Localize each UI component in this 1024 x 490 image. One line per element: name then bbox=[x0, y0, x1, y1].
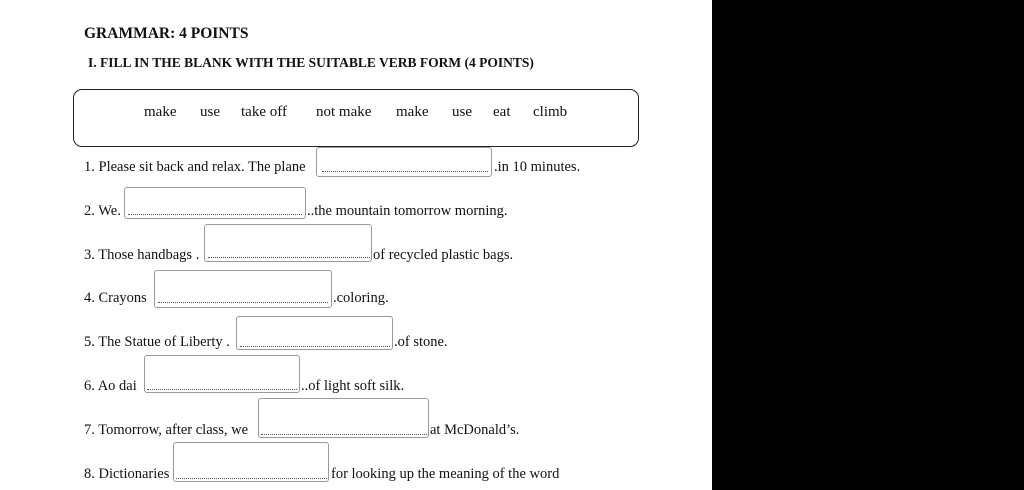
question-1-text: 1. Please sit back and relax. The plane bbox=[84, 159, 306, 175]
answer-blank-8[interactable] bbox=[173, 442, 329, 482]
question-2-suffix: ..the mountain tomorrow morning. bbox=[307, 203, 508, 219]
answer-blank-7[interactable] bbox=[258, 398, 429, 438]
question-7-text: 7. Tomorrow, after class, we bbox=[84, 422, 249, 438]
question-2-text: 2. We. bbox=[84, 203, 121, 219]
black-side-panel bbox=[712, 0, 1024, 490]
page-title: GRAMMAR: 4 POINTS bbox=[84, 25, 249, 42]
question-3-text: 3. Those handbags . bbox=[84, 247, 200, 263]
question-5-suffix: .of stone. bbox=[394, 334, 448, 350]
word-bank-item: climb bbox=[533, 104, 568, 120]
answer-blank-6[interactable] bbox=[144, 355, 300, 393]
question-5-text: 5. The Statue of Liberty . bbox=[84, 334, 230, 350]
dotted-line bbox=[208, 257, 370, 258]
answer-blank-1[interactable] bbox=[316, 147, 492, 177]
section-heading: I. FILL IN THE BLANK WITH THE SUITABLE VERB FORM (4 POINTS) bbox=[88, 55, 534, 70]
question-7-suffix: at McDonald’s. bbox=[430, 422, 520, 438]
dotted-line bbox=[128, 214, 302, 215]
dotted-line bbox=[261, 434, 427, 435]
question-6-suffix: ..of light soft silk. bbox=[301, 378, 405, 394]
question-8-text: 8. Dictionaries bbox=[84, 466, 170, 482]
answer-blank-5[interactable] bbox=[236, 316, 393, 350]
question-1-suffix: .in 10 minutes. bbox=[494, 159, 581, 175]
dotted-line bbox=[147, 389, 297, 390]
dotted-line bbox=[176, 478, 327, 479]
dotted-line bbox=[322, 171, 488, 172]
word-bank-item: take off bbox=[241, 104, 287, 120]
question-4-suffix: .coloring. bbox=[333, 290, 389, 306]
word-bank-item: make bbox=[396, 104, 429, 120]
word-bank-item: not make bbox=[316, 104, 372, 120]
word-bank-item: use bbox=[200, 104, 220, 120]
question-3-suffix: of recycled plastic bags. bbox=[373, 247, 514, 263]
word-bank-item: use bbox=[452, 104, 472, 120]
dotted-line bbox=[240, 346, 390, 347]
question-8-suffix: for looking up the meaning of the word bbox=[331, 466, 560, 482]
question-6-text: 6. Ao dai bbox=[84, 378, 137, 394]
dotted-line bbox=[158, 302, 328, 303]
question-4-text: 4. Crayons bbox=[84, 290, 147, 306]
word-bank-item: eat bbox=[493, 104, 511, 120]
word-bank-item: make bbox=[144, 104, 177, 120]
